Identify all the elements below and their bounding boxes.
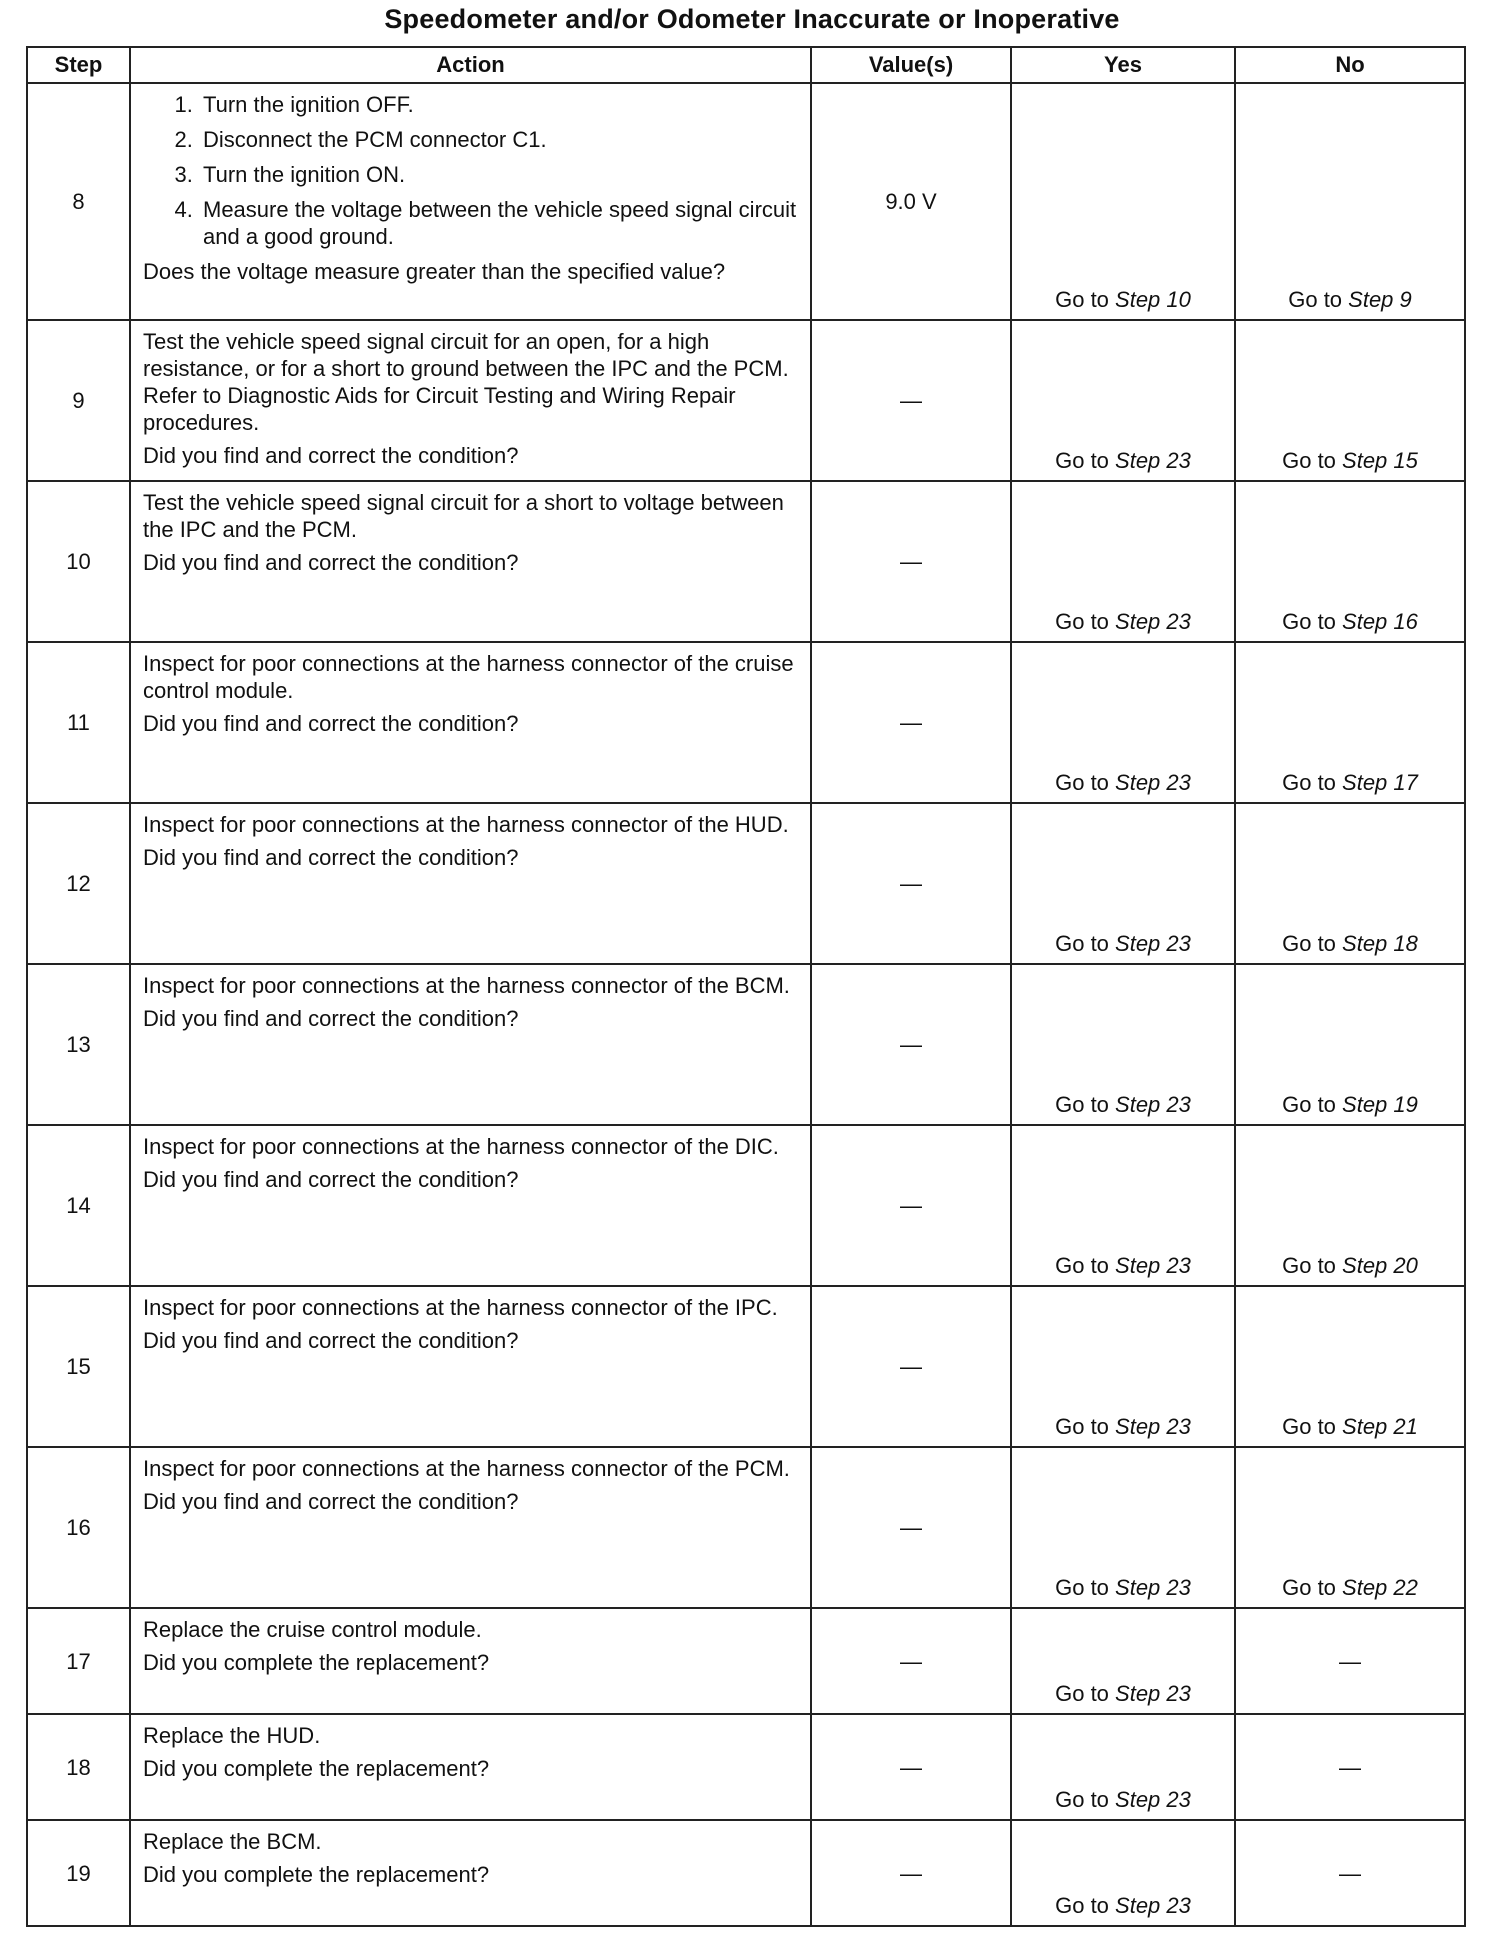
action-question: Did you find and correct the condition? — [143, 711, 519, 736]
yes-cell — [1011, 1447, 1235, 1608]
yes-cell — [1011, 1286, 1235, 1447]
no-prefix: Go to — [1282, 931, 1343, 956]
yes-prefix: Go to — [1055, 448, 1116, 473]
yes-prefix: Go to — [1055, 287, 1116, 312]
step-number: 10 — [27, 481, 130, 642]
action-step-item: 2. Disconnect the PCM connector C1. — [199, 126, 800, 153]
action-cell — [130, 642, 811, 803]
value-cell: — — [811, 1286, 1011, 1447]
no-step-link: Step 22 — [1342, 1575, 1418, 1600]
table-row — [27, 1820, 1465, 1926]
value-cell: — — [811, 1608, 1011, 1714]
action-step-item: 1. Turn the ignition OFF. — [199, 91, 800, 118]
yes-prefix: Go to — [1055, 1681, 1116, 1706]
header-no: No — [1235, 47, 1465, 83]
value-cell: — — [811, 1447, 1011, 1608]
action-text: Inspect for poor connections at the harness connector of the PCM. — [143, 1456, 790, 1481]
yes-prefix: Go to — [1055, 931, 1116, 956]
no-cell: — — [1235, 1820, 1465, 1926]
yes-cell — [1011, 803, 1235, 964]
action-question: Did you complete the replacement? — [143, 1650, 490, 1675]
table-row — [27, 320, 1465, 481]
header-step: Step — [27, 47, 130, 83]
no-step-link: Step 15 — [1342, 448, 1418, 473]
action-text: Inspect for poor connections at the harness connector of the HUD. — [143, 812, 789, 837]
step-number: 18 — [27, 1714, 130, 1820]
no-cell: — — [1235, 1714, 1465, 1820]
action-text: Replace the cruise control module. — [143, 1617, 482, 1642]
action-text: Inspect for poor connections at the harness connector of the cruise control module. — [143, 651, 794, 703]
action-text: Test the vehicle speed signal circuit for an open, for a high resistance, or for a short to ground between the IPC and the PCM. Refer to Diagnostic Aids for Circuit Testing and Wiring Repair procedures. — [143, 329, 789, 435]
header-action: Action — [130, 47, 811, 83]
yes-cell — [1011, 1820, 1235, 1926]
value-cell: 9.0 V — [811, 83, 1011, 320]
action-cell — [130, 1125, 811, 1286]
table-row — [27, 83, 1465, 320]
action-cell — [130, 320, 811, 481]
table-row — [27, 1714, 1465, 1820]
action-step-item: 3. Turn the ignition ON. — [199, 161, 800, 188]
action-cell — [130, 1820, 811, 1926]
action-question: Did you find and correct the condition? — [143, 1328, 519, 1353]
action-text: Inspect for poor connections at the harness connector of the IPC. — [143, 1295, 778, 1320]
action-step-item: 4. Measure the voltage between the vehicle speed signal circuit and a good ground. — [199, 196, 800, 250]
action-question: Did you find and correct the condition? — [143, 1489, 519, 1514]
action-text: Test the vehicle speed signal circuit for a short to voltage between the IPC and the PCM. — [143, 490, 784, 542]
yes-step-link: Step 23 — [1115, 448, 1191, 473]
yes-cell — [1011, 1714, 1235, 1820]
action-cell — [130, 803, 811, 964]
no-cell — [1235, 1125, 1465, 1286]
no-cell — [1235, 1447, 1465, 1608]
action-question: Did you find and correct the condition? — [143, 550, 519, 575]
page-title: Speedometer and/or Odometer Inaccurate or Inoperative — [384, 4, 1120, 34]
table-row — [27, 481, 1465, 642]
no-prefix: Go to — [1288, 287, 1349, 312]
yes-prefix: Go to — [1055, 1575, 1116, 1600]
no-cell — [1235, 642, 1465, 803]
yes-cell — [1011, 83, 1235, 320]
value-cell: — — [811, 320, 1011, 481]
no-cell — [1235, 481, 1465, 642]
table-row — [27, 803, 1465, 964]
table-row — [27, 1608, 1465, 1714]
action-text: Replace the BCM. — [143, 1829, 322, 1854]
yes-step-link: Step 23 — [1115, 1681, 1191, 1706]
action-question: Did you find and correct the condition? — [143, 845, 519, 870]
yes-cell — [1011, 481, 1235, 642]
yes-step-link: Step 23 — [1115, 1253, 1191, 1278]
no-cell — [1235, 1286, 1465, 1447]
no-cell: — — [1235, 1608, 1465, 1714]
yes-step-link: Step 23 — [1115, 1787, 1191, 1812]
value-cell: — — [811, 1820, 1011, 1926]
no-cell — [1235, 320, 1465, 481]
yes-prefix: Go to — [1055, 1092, 1116, 1117]
yes-step-link: Step 23 — [1115, 1575, 1191, 1600]
action-question: Does the voltage measure greater than the specified value? — [143, 259, 726, 284]
no-prefix: Go to — [1282, 1253, 1343, 1278]
value-cell: — — [811, 481, 1011, 642]
step-number: 19 — [27, 1820, 130, 1926]
no-prefix: Go to — [1282, 448, 1343, 473]
yes-step-link: Step 23 — [1115, 1092, 1191, 1117]
action-cell — [130, 1286, 811, 1447]
yes-cell — [1011, 964, 1235, 1125]
yes-cell — [1011, 320, 1235, 481]
table-row — [27, 1447, 1465, 1608]
yes-prefix: Go to — [1055, 1787, 1116, 1812]
no-cell — [1235, 803, 1465, 964]
value-cell: — — [811, 964, 1011, 1125]
yes-prefix: Go to — [1055, 609, 1116, 634]
no-step-link: Step 19 — [1342, 1092, 1418, 1117]
action-cell — [130, 83, 811, 320]
table-row — [27, 1286, 1465, 1447]
value-cell: — — [811, 1714, 1011, 1820]
yes-prefix: Go to — [1055, 1253, 1116, 1278]
action-text: Inspect for poor connections at the harness connector of the DIC. — [143, 1134, 779, 1159]
action-question: Did you complete the replacement? — [143, 1862, 490, 1887]
yes-step-link: Step 10 — [1115, 287, 1191, 312]
no-step-link: Step 18 — [1342, 931, 1418, 956]
step-number: 14 — [27, 1125, 130, 1286]
header-values: Value(s) — [811, 47, 1011, 83]
yes-cell — [1011, 1125, 1235, 1286]
yes-prefix: Go to — [1055, 1414, 1116, 1439]
no-prefix: Go to — [1282, 770, 1343, 795]
no-step-link: Step 21 — [1342, 1414, 1418, 1439]
table-row — [27, 642, 1465, 803]
step-number: 16 — [27, 1447, 130, 1608]
action-text: Inspect for poor connections at the harness connector of the BCM. — [143, 973, 790, 998]
action-cell — [130, 481, 811, 642]
value-cell: — — [811, 1125, 1011, 1286]
no-cell — [1235, 964, 1465, 1125]
no-step-link: Step 20 — [1342, 1253, 1418, 1278]
table-header-row — [27, 47, 1465, 83]
step-number: 9 — [27, 320, 130, 481]
no-prefix: Go to — [1282, 609, 1343, 634]
no-prefix: Go to — [1282, 1092, 1343, 1117]
step-number: 11 — [27, 642, 130, 803]
no-step-link: Step 17 — [1342, 770, 1418, 795]
action-cell — [130, 964, 811, 1125]
value-cell: — — [811, 803, 1011, 964]
yes-step-link: Step 23 — [1115, 931, 1191, 956]
yes-prefix: Go to — [1055, 770, 1116, 795]
yes-cell — [1011, 642, 1235, 803]
step-number: 12 — [27, 803, 130, 964]
no-cell — [1235, 83, 1465, 320]
yes-step-link: Step 23 — [1115, 609, 1191, 634]
action-cell — [130, 1447, 811, 1608]
action-steps-list — [143, 91, 800, 250]
action-question: Did you find and correct the condition? — [143, 1006, 519, 1031]
table-row — [27, 964, 1465, 1125]
step-number: 15 — [27, 1286, 130, 1447]
yes-step-link: Step 23 — [1115, 770, 1191, 795]
yes-step-link: Step 23 — [1115, 1893, 1191, 1918]
no-step-link: Step 9 — [1348, 287, 1412, 312]
value-cell: — — [811, 642, 1011, 803]
yes-prefix: Go to — [1055, 1893, 1116, 1918]
no-prefix: Go to — [1282, 1575, 1343, 1600]
step-number: 17 — [27, 1608, 130, 1714]
step-number: 8 — [27, 83, 130, 320]
action-question: Did you find and correct the condition? — [143, 443, 519, 468]
action-cell — [130, 1714, 811, 1820]
no-prefix: Go to — [1282, 1414, 1343, 1439]
no-step-link: Step 16 — [1342, 609, 1418, 634]
yes-step-link: Step 23 — [1115, 1414, 1191, 1439]
yes-cell — [1011, 1608, 1235, 1714]
action-text: Replace the HUD. — [143, 1723, 321, 1748]
table-row — [27, 1125, 1465, 1286]
action-question: Did you complete the replacement? — [143, 1756, 490, 1781]
header-yes: Yes — [1011, 47, 1235, 83]
diagnostic-table — [26, 46, 1466, 1927]
step-number: 13 — [27, 964, 130, 1125]
action-cell — [130, 1608, 811, 1714]
action-question: Did you find and correct the condition? — [143, 1167, 519, 1192]
